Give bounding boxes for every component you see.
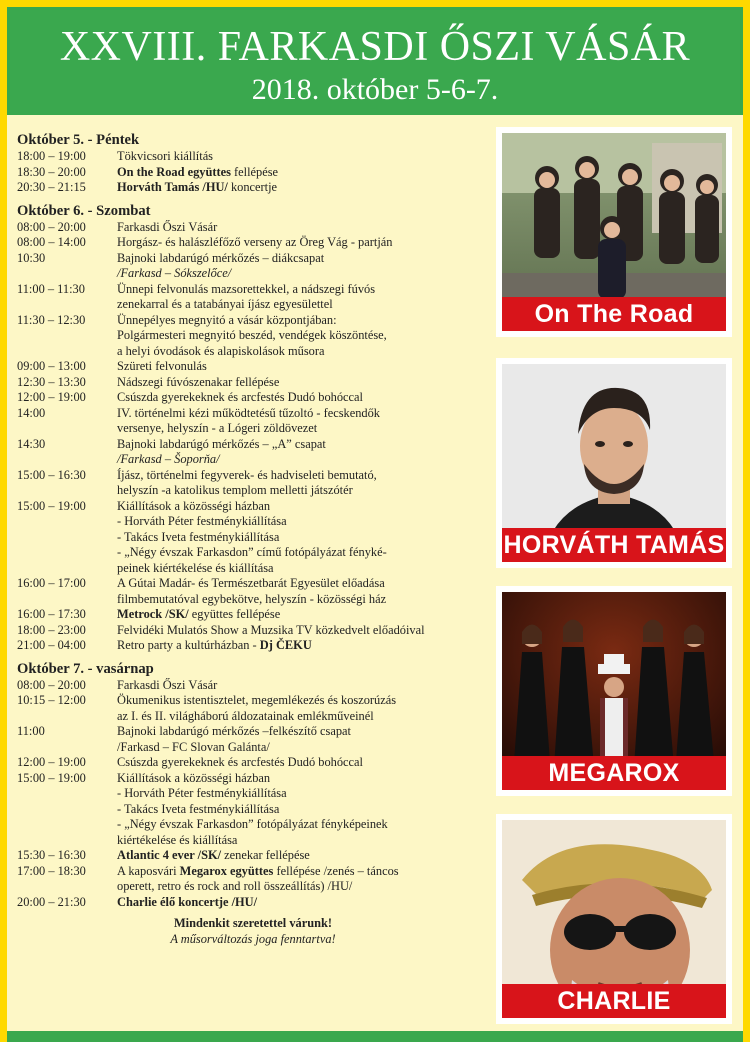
event-text: peinek kiértékelése és kiállítása: [117, 560, 274, 575]
event-time: 15:00 – 16:30: [17, 467, 86, 482]
schedule-row: [17, 724, 489, 755]
description-line: [117, 678, 489, 694]
description-line: [117, 545, 489, 561]
event-time: 18:30 – 20:00: [17, 164, 86, 179]
schedule-row: [17, 693, 489, 724]
event-description: [117, 623, 489, 639]
description-line: [117, 530, 489, 546]
event-text: fellépése /zenés – táncos: [273, 863, 399, 878]
event-description: [117, 437, 489, 468]
event-description: [117, 607, 489, 623]
event-description: [117, 693, 489, 724]
event-text: Farkasdi Őszi Vásár: [117, 219, 218, 234]
event-text: /Farkasd – Sókszelőce/: [117, 266, 232, 280]
description-line: [117, 561, 489, 577]
event-text: - „Négy évszak Farkasdon” fotópályázat fényképeinek: [117, 817, 388, 831]
event-text: Bajnoki labdarúgó mérkőzés – „A” csapat: [117, 436, 326, 451]
event-time: 08:00 – 20:00: [17, 219, 86, 234]
description-line: [117, 879, 489, 895]
event-description: [117, 771, 489, 849]
event-text: /Farkasd – FC Slovan Galánta/: [117, 739, 270, 754]
description-line: [117, 802, 489, 818]
event-text: - „Négy évszak Farkasdon” című fotópályázat fényké-: [117, 545, 387, 559]
event-description: [117, 468, 489, 499]
schedule-row: [17, 390, 489, 406]
event-text: versenye, helyszín - a Lógeri zöldövezet: [117, 421, 318, 435]
event-time: 11:00: [17, 724, 45, 738]
schedule-row: [17, 848, 489, 864]
schedule-row: [17, 282, 489, 313]
artist-name: MEGAROX: [502, 756, 726, 790]
artist-panel: [496, 586, 732, 796]
artist-panel: [496, 127, 732, 337]
event-text: - Takács Iveta festménykiállítása: [117, 801, 280, 816]
description-line: [117, 592, 489, 608]
description-line: [117, 771, 489, 787]
schedule-row: [17, 235, 489, 251]
event-text: helyszín -a katolikus templom melletti játszótér: [117, 483, 353, 497]
event-time: 18:00 – 23:00: [17, 622, 86, 637]
event-time: 11:30 – 12:30: [17, 312, 86, 327]
description-line: [117, 817, 489, 833]
event-text: IV. történelmi kézi működtetésű tűzoltó - fecskendők: [117, 405, 381, 420]
event-description: [117, 313, 489, 360]
event-title: XXVIII. FARKASDI ŐSZI VÁSÁR: [59, 24, 691, 70]
event-text: Csúszda gyerekeknek és arcfestés Dudó bohóccal: [117, 755, 363, 769]
event-text: fellépése: [230, 164, 279, 179]
description-line: [117, 576, 489, 592]
description-line: [117, 607, 489, 623]
description-line: [117, 638, 489, 654]
description-line: [117, 709, 489, 725]
event-description: [117, 390, 489, 406]
event-time: 08:00 – 14:00: [17, 235, 86, 249]
welcome-text: Mindenkit szeretettel várunk!: [173, 916, 333, 930]
schedule-row: [17, 220, 489, 236]
description-line: [117, 375, 489, 391]
event-description: [117, 848, 489, 864]
event-description: [117, 755, 489, 771]
schedule-row: [17, 149, 489, 165]
event-text: Bajnoki labdarúgó mérkőzés – diákcsapat: [117, 250, 325, 265]
schedule-row: [17, 165, 489, 181]
highlight-text: On the Road együttes: [117, 164, 231, 179]
event-time: 14:30: [17, 436, 46, 451]
event-text: a helyi óvodások és alapiskolások műsora: [117, 343, 325, 358]
schedule-row: [17, 864, 489, 895]
event-text: koncertje: [227, 180, 278, 194]
event-text: Farkasdi Őszi Vásár: [117, 677, 218, 692]
description-line: [117, 740, 489, 756]
event-description: [117, 375, 489, 391]
schedule-row: [17, 359, 489, 375]
event-description: [117, 895, 489, 911]
event-description: [117, 282, 489, 313]
event-description: [117, 638, 489, 654]
schedule-row: [17, 180, 489, 196]
description-line: [117, 833, 489, 849]
event-text: Csúszda gyerekeknek és arcfestés Dudó bohóccal: [117, 390, 363, 404]
description-line: [117, 848, 489, 864]
description-line: [117, 282, 489, 298]
content-area: [7, 115, 743, 1031]
schedule-row: [17, 437, 489, 468]
event-text: Tökvicsori kiállítás: [117, 149, 214, 163]
description-line: [117, 499, 489, 515]
event-text: - Horváth Péter festménykiállítása: [117, 514, 287, 528]
artist-name: CHARLIE: [502, 984, 726, 1018]
event-time: 11:00 – 11:30: [17, 281, 85, 296]
event-text: együttes fellépése: [188, 607, 281, 621]
highlight-text: Metrock /SK/: [117, 607, 189, 621]
footer-note: [17, 916, 489, 947]
event-text: Felvidéki Mulatós Show a Muzsika TV közkedvelt előadóival: [117, 622, 425, 637]
event-text: Ünnepélyes megnyitó a vásár központjában:: [117, 312, 337, 327]
description-line: [117, 251, 489, 267]
event-time: 14:00: [17, 405, 46, 420]
event-time: 16:00 – 17:30: [17, 607, 86, 621]
event-time: 20:00 – 21:30: [17, 894, 86, 909]
event-description: [117, 499, 489, 577]
event-description: [117, 359, 489, 375]
description-line: [117, 344, 489, 360]
event-description: [117, 251, 489, 282]
event-time: 17:00 – 18:30: [17, 863, 86, 878]
artist-panel: [496, 814, 732, 1024]
schedule-row: [17, 678, 489, 694]
day-heading: Október 5. - Péntek: [17, 132, 140, 148]
header-banner: [7, 7, 743, 115]
event-text: az I. és II. világháború áldozatainak emlékműveinél: [117, 708, 374, 723]
schedule-row: [17, 623, 489, 639]
event-text: zenekarral és a tatabányai íjász egyesülettel: [117, 297, 333, 311]
event-text: /Farkasd – Šoporňa/: [117, 452, 220, 466]
description-line: [117, 149, 489, 165]
event-text: Bajnoki labdarúgó mérkőzés –felkészítő csapat: [117, 724, 351, 738]
schedule-row: [17, 755, 489, 771]
description-line: [117, 468, 489, 484]
event-text: A kaposvári: [117, 863, 180, 878]
description-line: [117, 514, 489, 530]
event-text: Szüreti felvonulás: [117, 359, 207, 373]
description-line: [117, 786, 489, 802]
day-heading: Október 6. - Szombat: [17, 202, 151, 219]
highlight-text: Dj ČEKU: [259, 638, 312, 652]
event-time: 18:00 – 19:00: [17, 149, 86, 163]
schedule-row: [17, 375, 489, 391]
description-line: [117, 390, 489, 406]
event-time: 12:00 – 19:00: [17, 755, 86, 769]
schedule-row: [17, 607, 489, 623]
schedule-row: [17, 771, 489, 849]
event-description: [117, 220, 489, 236]
event-text: Kiállítások a közösségi házban: [117, 770, 271, 785]
schedule-row: [17, 251, 489, 282]
description-line: [117, 180, 489, 196]
change-note: A műsorváltozás joga fenntartva!: [170, 931, 336, 946]
event-text: zenekar fellépése: [221, 848, 310, 862]
event-text: Retro party a kultúrházban -: [117, 638, 260, 652]
event-text: - Takács Iveta festménykiállítása: [117, 529, 280, 544]
event-text: Polgármesteri megnyitó beszéd, vendégek köszöntése,: [117, 328, 387, 342]
event-description: [117, 149, 489, 165]
description-line: [117, 359, 489, 375]
event-time: 12:00 – 19:00: [17, 390, 86, 404]
event-description: [117, 724, 489, 755]
event-text: filmbemutatóval egybekötve, helyszín - közösségi ház: [117, 591, 387, 606]
event-time: 15:30 – 16:30: [17, 848, 86, 862]
highlight-text: Atlantic 4 ever /SK/: [117, 848, 222, 862]
description-line: [117, 437, 489, 453]
schedule-row: [17, 406, 489, 437]
schedule-row: [17, 499, 489, 577]
highlight-text: Charlie élő koncertje /HU/: [117, 894, 258, 909]
description-line: [117, 864, 489, 880]
description-line: [117, 313, 489, 329]
highlight-text: Horváth Tamás /HU/: [117, 180, 228, 194]
description-line: [117, 693, 489, 709]
schedule-row: [17, 468, 489, 499]
event-time: 10:30: [17, 250, 46, 265]
event-text: Ünnepi felvonulás mazsorettekkel, a nádszegi fúvós: [117, 281, 376, 296]
description-line: [117, 483, 489, 499]
event-time: 08:00 – 20:00: [17, 677, 86, 692]
event-text: Horgász- és halászléfőző verseny az Öreg Vág - partján: [117, 235, 393, 249]
event-description: [117, 406, 489, 437]
schedule: [17, 121, 489, 947]
artist-panel: [496, 358, 732, 568]
schedule-row: [17, 576, 489, 607]
schedule-row: [17, 895, 489, 911]
event-text: kiértékelése és kiállítása: [117, 832, 238, 847]
description-line: [117, 220, 489, 236]
description-line: [117, 755, 489, 771]
event-text: - Horváth Péter festménykiállítása: [117, 786, 287, 800]
event-text: Ökumenikus istentisztelet, megemlékezés és koszorúzás: [117, 693, 397, 707]
description-line: [117, 165, 489, 181]
event-description: [117, 180, 489, 196]
event-time: 15:00 – 19:00: [17, 498, 86, 513]
day-heading: Október 7. - vasárnap: [17, 660, 154, 677]
event-time: 16:00 – 17:00: [17, 576, 86, 590]
event-text: Íjász, történelmi fegyverek- és hadviseleti bemutató,: [117, 467, 377, 482]
schedule-row: [17, 638, 489, 654]
event-text: Kiállítások a közösségi házban: [117, 498, 271, 513]
event-description: [117, 678, 489, 694]
event-time: 21:00 – 04:00: [17, 638, 86, 652]
schedule-row: [17, 313, 489, 360]
description-line: [117, 297, 489, 313]
event-time: 10:15 – 12:00: [17, 693, 86, 707]
highlight-text: Megarox együttes: [179, 863, 274, 878]
event-time: 12:30 – 13:30: [17, 374, 86, 389]
description-line: [117, 452, 489, 468]
event-description: [117, 864, 489, 895]
event-description: [117, 235, 489, 251]
description-line: [117, 724, 489, 740]
description-line: [117, 235, 489, 251]
description-line: [117, 623, 489, 639]
event-time: 09:00 – 13:00: [17, 359, 86, 373]
artist-name: HORVÁTH TAMÁS: [502, 528, 726, 562]
artist-name: On The Road: [502, 297, 726, 331]
event-description: [117, 165, 489, 181]
description-line: [117, 895, 489, 911]
description-line: [117, 421, 489, 437]
event-description: [117, 576, 489, 607]
event-text: A Gútai Madár- és Természetbarát Egyesület előadása: [117, 576, 385, 590]
description-line: [117, 328, 489, 344]
event-text: operett, retro és rock and roll összeállítás) /HU/: [117, 879, 353, 893]
description-line: [117, 406, 489, 422]
description-line: [117, 266, 489, 282]
bottom-bar: [7, 1031, 743, 1042]
event-date: 2018. október 5-6-7.: [251, 73, 499, 106]
event-text: Nádszegi fúvószenakar fellépése: [117, 374, 280, 389]
event-time: 20:30 – 21:15: [17, 180, 86, 194]
event-time: 15:00 – 19:00: [17, 770, 86, 785]
